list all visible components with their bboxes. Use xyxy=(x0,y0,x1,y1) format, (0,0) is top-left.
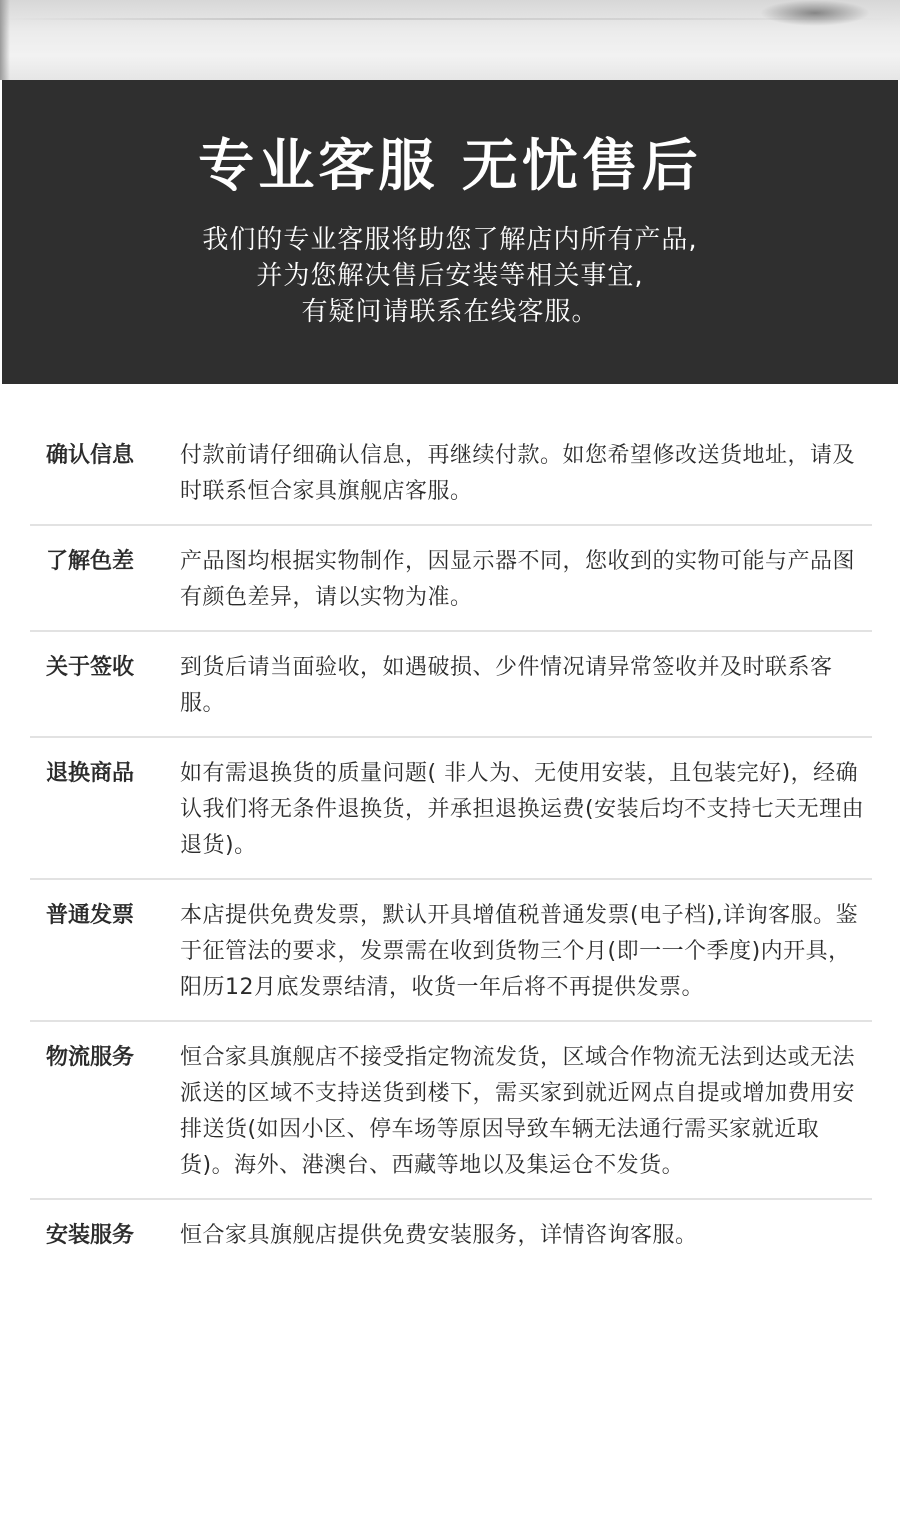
policy-row-logistics xyxy=(30,1022,872,1200)
policy-row-returns xyxy=(30,738,872,880)
banner-line: 有疑问请联系在线客服。 xyxy=(301,297,599,327)
policy-text: 如有需退换货的质量问题( 非人为、无使用安装，且包装完好)，经确认我们将无条件退换货，并承担退换运费(安装后均不支持七天无理由退货)。 xyxy=(180,761,865,858)
policy-list xyxy=(30,420,872,1268)
photo-edge-shadow xyxy=(0,0,10,80)
policy-label: 关于签收 xyxy=(46,655,135,680)
banner-title: 专业客服 无忧售后 xyxy=(198,134,702,199)
policy-label: 物流服务 xyxy=(46,1045,135,1070)
policy-text: 本店提供免费发票，默认开具增值税普通发票(电子档),详询客服。鉴于征管法的要求，发票需在收到货物三个月(即一一个季度)内开具，阳历12月底发票结清，收货一年后将不再提供发票。 xyxy=(180,903,859,1000)
policy-text: 产品图均根据实物制作，因显示器不同，您收到的实物可能与产品图有颜色差异，请以实物为准。 xyxy=(180,549,856,610)
service-banner xyxy=(2,80,898,384)
policy-label: 退换商品 xyxy=(46,761,135,786)
policy-text: 恒合家具旗舰店不接受指定物流发货，区域合作物流无法到达或无法派送的区域不支持送货到楼下，需买家到就近网点自提或增加费用安排送货(如因小区、停车场等原因导致车辆无法通行需买家就近取货)。海外、港澳台、西藏等地以及集运仓不发货。 xyxy=(180,1045,856,1178)
policy-row-installation xyxy=(30,1200,872,1268)
policy-label: 了解色差 xyxy=(46,549,135,574)
policy-label: 安装服务 xyxy=(46,1223,135,1248)
banner-line: 并为您解决售后安装等相关事宜, xyxy=(256,261,644,291)
policy-row-color-difference xyxy=(30,526,872,632)
policy-row-signing xyxy=(30,632,872,738)
banner-description xyxy=(2,222,898,330)
policy-text: 恒合家具旗舰店提供免费安装服务，详情咨询客服。 xyxy=(180,1223,698,1248)
top-product-photo xyxy=(0,0,900,80)
policy-text: 付款前请仔细确认信息，再继续付款。如您希望修改送货地址，请及时联系恒合家具旗舰店客服。 xyxy=(180,443,856,504)
policy-row-confirm-info xyxy=(30,420,872,526)
policy-row-invoice xyxy=(30,880,872,1022)
policy-text: 到货后请当面验收，如遇破损、少件情况请异常签收并及时联系客服。 xyxy=(180,655,833,716)
policy-label: 确认信息 xyxy=(46,443,135,468)
photo-object-shadow xyxy=(760,0,870,26)
policy-label: 普通发票 xyxy=(46,903,135,928)
banner-line: 我们的专业客服将助您了解店内所有产品, xyxy=(202,225,698,255)
